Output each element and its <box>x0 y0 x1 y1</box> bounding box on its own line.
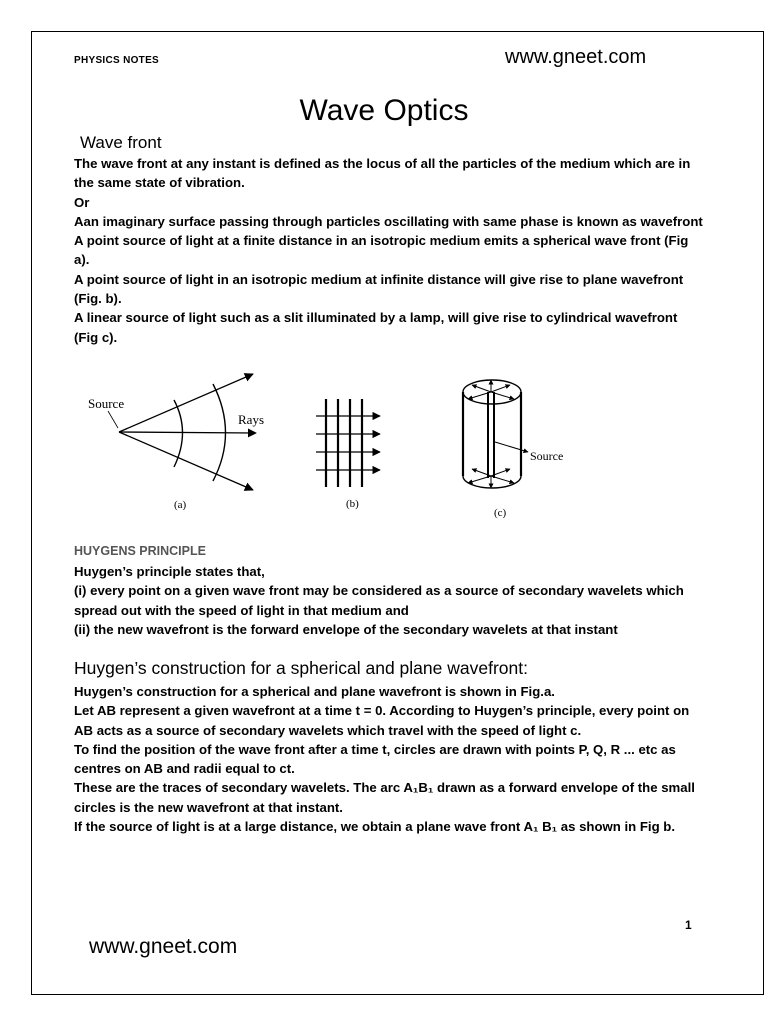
paragraph: These are the traces of secondary wavelets. The arc A₁B₁ drawn as a forward envelope of the small circles is the new wavefront at that instant. <box>74 780 695 815</box>
huygens-heading: HUYGENS PRINCIPLE <box>74 544 206 558</box>
ray-upper <box>119 374 253 432</box>
ray-middle <box>119 432 256 433</box>
wavelet-arrow <box>491 385 510 392</box>
paragraph: A point source of light at a finite distance in an isotropic medium emits a spherical wave front (Fig a). <box>74 233 689 268</box>
figure-c <box>463 380 563 519</box>
paragraph: Or <box>74 194 90 210</box>
paragraph: (ii) the new wavefront is the forward envelope of the secondary wavelets at that instant <box>74 621 618 637</box>
source-label: Source <box>88 396 125 411</box>
paragraph: Aan imaginary surface passing through particles oscillating with same phase is known as wavefront <box>74 213 703 229</box>
caption-b: (b) <box>346 498 359 510</box>
wavefront-figure <box>70 368 630 524</box>
paragraph: To find the position of the wave front after a time t, circles are drawn with points P, Q, R ... etc as centres on AB and radii equal to ct. <box>74 741 676 777</box>
huygens-text <box>74 562 704 639</box>
wavelet-arrow <box>468 476 491 483</box>
ray-lower <box>119 432 253 490</box>
paragraph: (i) every point on a given wave front may be considered as a source of secondary wavelets which spread out with the speed of light in that medium and <box>74 583 684 618</box>
figure-b <box>316 399 380 510</box>
page-title: Wave Optics <box>299 94 469 127</box>
paragraph: The wave front at any instant is defined as the locus of all the particles of the medium which are in the same state of vibration. <box>74 156 691 191</box>
header-site: www.gneet.com <box>505 46 647 68</box>
header-label: PHYSICS NOTES <box>74 55 160 66</box>
footer-site: www.gneet.com <box>89 935 238 958</box>
rays-label: Rays <box>238 412 264 427</box>
paragraph: Let AB represent a given wavefront at a time t = 0. According to Huygen’s principle, every point on AB acts as a source of secondary wavelets which travel with the speed of light c. <box>74 703 690 738</box>
source-pointer <box>495 442 528 452</box>
source-pointer <box>108 411 118 428</box>
wavelet-arrow <box>491 476 514 483</box>
figure-a <box>88 374 264 511</box>
section-heading-construction: Huygen’s construction for a spherical and plane wavefront: <box>74 658 528 678</box>
source-label-c: Source <box>530 449 564 463</box>
paragraph: Huygen’s principle states that, <box>74 564 265 579</box>
wavelet-arrow <box>472 385 491 392</box>
section-heading-wave-front: Wave front <box>80 133 162 152</box>
caption-a: (a) <box>174 499 187 511</box>
paragraph: If the source of light is at a large distance, we obtain a plane wave front A₁ B₁ as shown in Fig b. <box>74 819 676 835</box>
caption-c: (c) <box>494 507 507 519</box>
wave-front-text <box>74 154 704 347</box>
paragraph: A point source of light in an isotropic medium at infinite distance will give rise to plane wavefront (Fig. b). <box>74 271 684 307</box>
page-number: 1 <box>685 918 692 932</box>
construction-text <box>74 682 704 836</box>
paragraph: A linear source of light such as a slit illuminated by a lamp, will give rise to cylindrical wavefront (Fig c). <box>74 310 678 345</box>
paragraph: Huygen’s construction for a spherical and plane wavefront is shown in Fig.a. <box>74 684 555 699</box>
